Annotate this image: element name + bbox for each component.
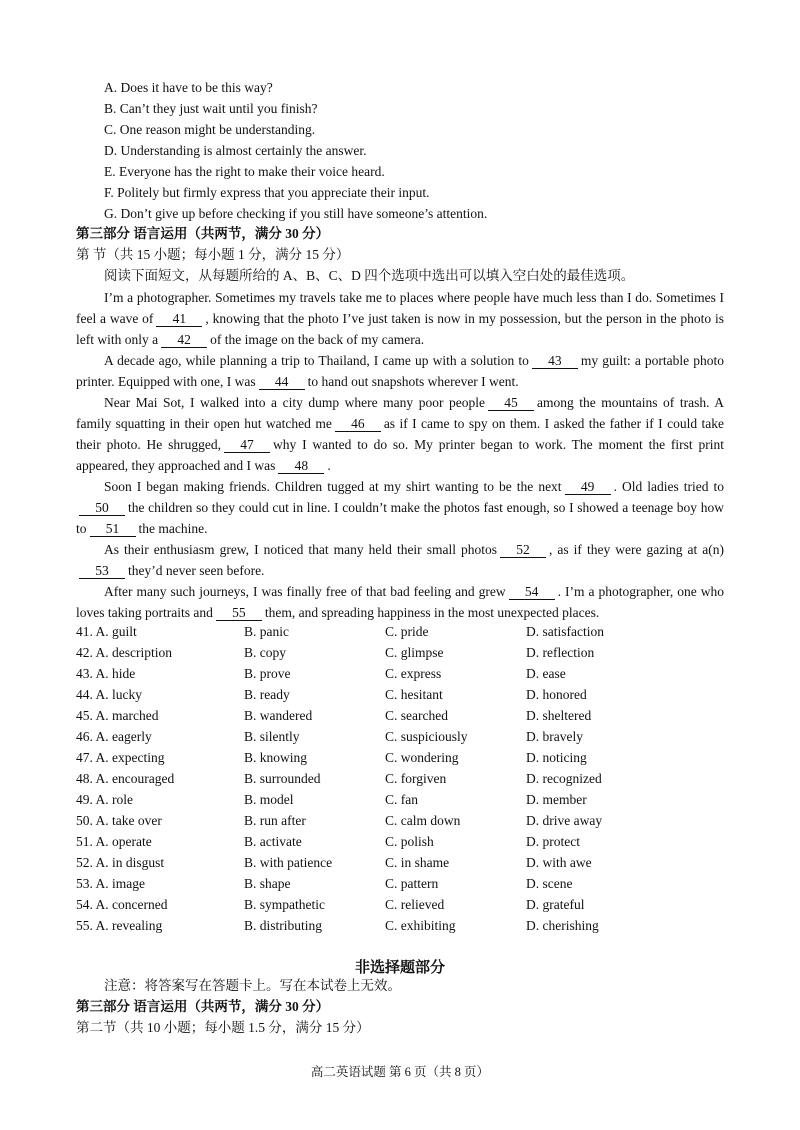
- choice-row-54: [76, 894, 726, 915]
- choice-49-a[interactable]: 49. A. role: [76, 792, 133, 807]
- choice-43-c[interactable]: C. express: [385, 666, 442, 681]
- part3-subtitle: 语言运用（共两节，满分 30 分）: [133, 226, 330, 241]
- choice-49-d[interactable]: D. member: [526, 792, 587, 807]
- choice-51-d[interactable]: D. protect: [526, 834, 580, 849]
- option-d: D. Understanding is almost certainly the answer.: [104, 143, 367, 158]
- choice-46-b[interactable]: B. silently: [244, 729, 300, 744]
- choice-row-50: [76, 810, 726, 831]
- passage-paragraph-1: I’m a photographer. Sometimes my travels take me to places where people have much less than I do. Sometimes I feel a wave of 41 , knowing that the photo I’ve just taken is now in my possession, but the person in the photo is left with only a 42 of the image on the back of my camera.: [76, 290, 724, 347]
- blank-54[interactable]: 54: [509, 584, 555, 600]
- blank-45[interactable]: 45: [488, 395, 534, 411]
- choice-42-d[interactable]: D. reflection: [526, 645, 595, 660]
- blank-44[interactable]: 44: [259, 374, 305, 390]
- choice-51-b[interactable]: B. activate: [244, 834, 302, 849]
- choice-51-c[interactable]: C. polish: [385, 834, 434, 849]
- option-f: F. Politely but firmly express that you appreciate their input.: [104, 185, 430, 200]
- choice-row-51: [76, 831, 726, 852]
- option-c: C. One reason might be understanding.: [104, 122, 316, 137]
- choice-42-c[interactable]: C. glimpse: [385, 645, 444, 660]
- choice-53-a[interactable]: 53. A. image: [76, 876, 145, 891]
- choice-50-d[interactable]: D. drive away: [526, 813, 603, 828]
- choice-44-d[interactable]: D. honored: [526, 687, 587, 702]
- blank-43[interactable]: 43: [532, 353, 578, 369]
- choice-42-b[interactable]: B. copy: [244, 645, 286, 660]
- section1-heading: 第 节（共 15 小题；每小题 1 分，满分 15 分）: [76, 247, 350, 262]
- part3-heading: [76, 225, 329, 243]
- choice-54-c[interactable]: C. relieved: [385, 897, 445, 912]
- nonchoice-part3-title: 第三部分: [76, 999, 130, 1014]
- option-e: E. Everyone has the right to make their voice heard.: [104, 164, 385, 179]
- passage-paragraph-4: Soon I began making friends. Children tugged at my shirt wanting to be the next 49 . Old ladies tried to50 the children so they could cut in line. I couldn’t make the photos fast enough, so I showed a teenage boy how to 51 the machine.: [76, 479, 724, 536]
- choice-row-52: [76, 852, 726, 873]
- choice-row-47: [76, 747, 726, 768]
- choice-48-a[interactable]: 48. A. encouraged: [76, 771, 175, 786]
- choice-44-c[interactable]: C. hesitant: [385, 687, 443, 702]
- choice-50-c[interactable]: C. calm down: [385, 813, 461, 828]
- choice-54-a[interactable]: 54. A. concerned: [76, 897, 168, 912]
- blank-55[interactable]: 55: [216, 605, 262, 621]
- blank-49[interactable]: 49: [565, 479, 611, 495]
- choice-45-b[interactable]: B. wandered: [244, 708, 313, 723]
- choice-row-49: [76, 789, 726, 810]
- choice-53-b[interactable]: B. shape: [244, 876, 291, 891]
- choice-48-c[interactable]: C. forgiven: [385, 771, 447, 786]
- choice-47-c[interactable]: C. wondering: [385, 750, 459, 765]
- choice-row-48: [76, 768, 726, 789]
- section2-heading: 第二节（共 10 小题；每小题 1.5 分，满分 15 分）: [76, 1020, 370, 1035]
- option-g: G. Don’t give up before checking if you still have someone’s attention.: [104, 206, 488, 221]
- choice-55-c[interactable]: C. exhibiting: [385, 918, 456, 933]
- choice-55-a[interactable]: 55. A. revealing: [76, 918, 163, 933]
- choice-row-44: [76, 684, 726, 705]
- choice-50-b[interactable]: B. run after: [244, 813, 306, 828]
- blank-52[interactable]: 52: [500, 542, 546, 558]
- choice-row-46: [76, 726, 726, 747]
- choice-53-d[interactable]: D. scene: [526, 876, 573, 891]
- choice-46-c[interactable]: C. suspiciously: [385, 729, 468, 744]
- choice-47-d[interactable]: D. noticing: [526, 750, 587, 765]
- choice-47-a[interactable]: 47. A. expecting: [76, 750, 165, 765]
- choice-41-c[interactable]: C. pride: [385, 624, 429, 639]
- choice-49-c[interactable]: C. fan: [385, 792, 418, 807]
- nonchoice-part3-heading: [76, 998, 329, 1016]
- option-b: B. Can’t they just wait until you finish?: [104, 101, 318, 116]
- choice-46-a[interactable]: 46. A. eagerly: [76, 729, 152, 744]
- choice-44-a[interactable]: 44. A. lucky: [76, 687, 142, 702]
- choice-45-a[interactable]: 45. A. marched: [76, 708, 159, 723]
- choice-47-b[interactable]: B. knowing: [244, 750, 308, 765]
- blank-46[interactable]: 46: [335, 416, 381, 432]
- choice-row-43: [76, 663, 726, 684]
- passage-paragraph-6: After many such journeys, I was finally free of that bad feeling and grew 54 . I’m a photographer, one who loves taking portraits and 55 them, and spreading happiness in the most unexpected places.: [76, 584, 724, 620]
- choice-41-b[interactable]: B. panic: [244, 624, 289, 639]
- choice-43-a[interactable]: 43. A. hide: [76, 666, 136, 681]
- blank-47[interactable]: 47: [224, 437, 270, 453]
- choice-54-d[interactable]: D. grateful: [526, 897, 585, 912]
- choice-48-b[interactable]: B. surrounded: [244, 771, 321, 786]
- option-a: A. Does it have to be this way?: [104, 80, 273, 95]
- choice-row-41: [76, 621, 726, 642]
- choice-55-d[interactable]: D. cherishing: [526, 918, 599, 933]
- choice-52-a[interactable]: 52. A. in disgust: [76, 855, 165, 870]
- blank-53[interactable]: 53: [79, 563, 125, 579]
- choice-53-c[interactable]: C. pattern: [385, 876, 439, 891]
- choice-43-b[interactable]: B. prove: [244, 666, 291, 681]
- blank-42[interactable]: 42: [161, 332, 207, 348]
- blank-51[interactable]: 51: [90, 521, 136, 537]
- passage-paragraph-5: As their enthusiasm grew, I noticed that many held their small photos 52 , as if they were gazing at a(n)53 they’d never seen before.: [76, 539, 724, 581]
- blank-41[interactable]: 41: [156, 311, 202, 327]
- choices-table: [76, 621, 726, 936]
- choice-45-c[interactable]: C. searched: [385, 708, 448, 723]
- choice-41-d[interactable]: D. satisfaction: [526, 624, 604, 639]
- nonchoice-title: 非选择题部分: [354, 958, 445, 976]
- choice-55-b[interactable]: B. distributing: [244, 918, 323, 933]
- part3-title: 第三部分: [76, 226, 130, 241]
- choice-46-d[interactable]: D. bravely: [526, 729, 583, 744]
- choice-48-d[interactable]: D. recognized: [526, 771, 602, 786]
- passage-paragraph-2: A decade ago, while planning a trip to Thailand, I came up with a solution to 43 my guilt: a portable photo printer. Equipped with one, I was 44 to hand out snapshots wherever I went.: [76, 353, 724, 389]
- choice-row-53: [76, 873, 726, 894]
- choice-41-a[interactable]: 41. A. guilt: [76, 624, 137, 639]
- choice-52-b[interactable]: B. with patience: [244, 855, 333, 870]
- instructions: 阅读下面短文，从每题所给的 A、B、C、D 四个选项中选出可以填入空白处的最佳选项。: [104, 268, 635, 283]
- choice-49-b[interactable]: B. model: [244, 792, 294, 807]
- page-footer: 高二英语试题 第 6 页（共 8 页）: [310, 1065, 490, 1079]
- choice-row-45: [76, 705, 726, 726]
- choice-54-b[interactable]: B. sympathetic: [244, 897, 325, 912]
- choice-44-b[interactable]: B. ready: [244, 687, 290, 702]
- choice-45-d[interactable]: D. sheltered: [526, 708, 592, 723]
- choice-52-c[interactable]: C. in shame: [385, 855, 450, 870]
- choice-row-55: [76, 915, 726, 936]
- choice-52-d[interactable]: D. with awe: [526, 855, 592, 870]
- nonchoice-part3-subtitle: 语言运用（共两节，满分 30 分）: [133, 999, 330, 1014]
- choice-43-d[interactable]: D. ease: [526, 666, 566, 681]
- choice-42-a[interactable]: 42. A. description: [76, 645, 172, 660]
- passage-paragraph-3: Near Mai Sot, I walked into a city dump where many poor people 45 among the mountains of trash. A family squatting in their open hut watched me 46 as if I came to spy on them. I asked the father if I could take their photo. He shrugged, 47 why I wanted to do so. My printer began to work. The moment the first print appeared, they approached and I was 48 .: [76, 395, 724, 473]
- choice-51-a[interactable]: 51. A. operate: [76, 834, 152, 849]
- choice-50-a[interactable]: 50. A. take over: [76, 813, 162, 828]
- blank-48[interactable]: 48: [278, 458, 324, 474]
- nonchoice-note: 注意：将答案写在答题卡上。写在本试卷上无效。: [104, 978, 401, 993]
- choice-row-42: [76, 642, 726, 663]
- blank-50[interactable]: 50: [79, 500, 125, 516]
